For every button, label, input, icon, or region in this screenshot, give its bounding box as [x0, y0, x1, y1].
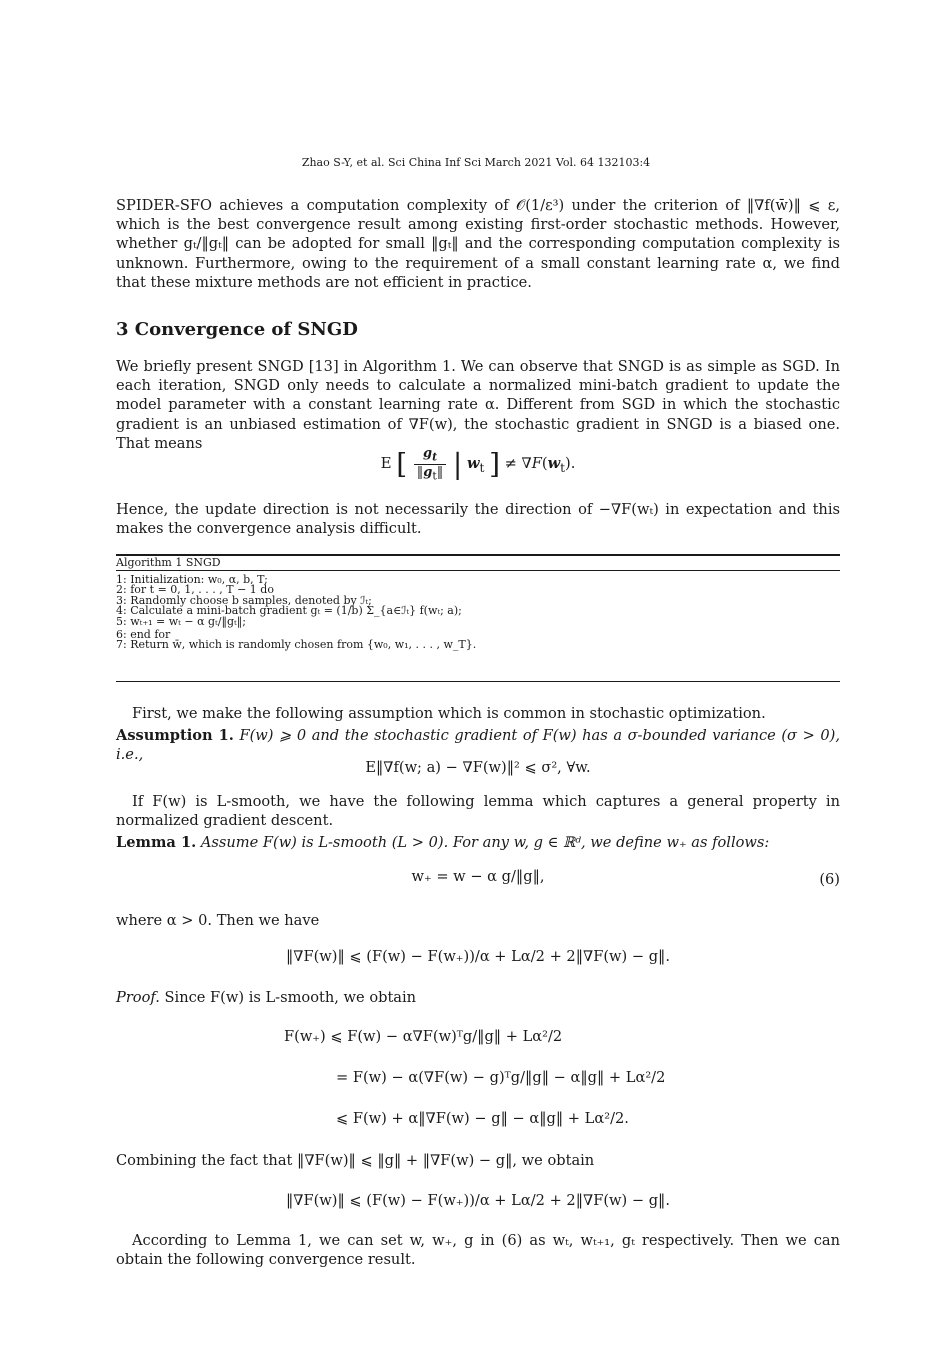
- equation-biased-gradient: E [ $\frac{g_t}{‖g_t‖}$ | $w_t$ ] ≠ $\nabla F(w_t)$.: [380, 446, 576, 483]
- lemma-1: [116, 833, 840, 852]
- algorithm-bottom-rule: [116, 681, 840, 682]
- lemma-label: Lemma 1.: [116, 834, 197, 851]
- then-paragraph: where α > 0. Then we have: [116, 912, 320, 929]
- algorithm-mid-rule: [116, 570, 840, 571]
- direction-paragraph: Hence, the update direction is not necessarily the direction of −∇F(wₜ) in expectation and this makes the convergence analysis difficult.: [116, 501, 840, 538]
- running-header: Zhao S-Y, et al. Sci China Inf Sci March 2021 Vol. 64 132103:4: [301, 156, 651, 169]
- algorithm-top-rule: [116, 554, 840, 556]
- algorithm-line: 7: Return w̄, which is randomly chosen from {w₀, w₁, . . . , w_T}.: [116, 638, 477, 652]
- conclusion-paragraph: According to Lemma 1, we can set w, w₊, g in (6) as wₜ, wₜ₊₁, gₜ respectively. Then we can obtain the following convergence result.: [116, 1232, 840, 1269]
- equation-proof-line: = F(w) − α(∇F(w) − g)ᵀg/‖g‖ − α‖g‖ + Lα²/2: [336, 1069, 666, 1086]
- equation-proof-line: ⩽ F(w) + α‖∇F(w) − g‖ − α‖g‖ + Lα²/2.: [336, 1110, 629, 1127]
- equation-variance: E‖∇f(w; a) − ∇F(w)‖² ⩽ σ², ∀w.: [365, 759, 591, 776]
- proof-paragraph: [116, 988, 840, 1007]
- assumption-text: F(w) ⩾ 0 and the stochastic gradient of F(w) has a σ-bounded variance (σ > 0), i.e.,: [116, 727, 840, 764]
- lemma-text: Assume F(w) is L-smooth (L > 0). For any w, g ∈ ℝᵈ, we define w₊ as follows:: [200, 834, 770, 851]
- algorithm-line: 2: for t = 0, 1, . . . , T − 1 do: [116, 583, 274, 597]
- equation-lemma-bound: ‖∇F(w)‖ ⩽ (F(w) − F(w₊))/α + Lα/2 + 2‖∇F(w) − g‖.: [286, 948, 670, 965]
- combining-paragraph: Combining the fact that ‖∇F(w)‖ ⩽ ‖g‖ + ‖∇F(w) − g‖, we obtain: [116, 1152, 595, 1169]
- section-title: 3 Convergence of SNGD: [116, 319, 358, 340]
- algorithm-body: [116, 575, 840, 650]
- equation-final-bound: ‖∇F(w)‖ ⩽ (F(w) − F(w₊))/α + Lα/2 + 2‖∇F(w) − g‖.: [286, 1192, 670, 1209]
- algorithm-line: 6: end for: [116, 627, 171, 641]
- algorithm-line: 3: Randomly choose b samples, denoted by ℐₜ;: [116, 593, 372, 607]
- algorithm-line: 5: wₜ₊₁ = wₜ − α gₜ/‖gₜ‖;: [116, 614, 246, 628]
- lemma-intro: If F(w) is L-smooth, we have the following lemma which captures a general property in normalized gradient descent.: [116, 793, 840, 830]
- equation-number: (6): [819, 871, 840, 888]
- equation-update: w₊ = w − α g/‖g‖,: [411, 868, 545, 885]
- assumption-intro: First, we make the following assumption which is common in stochastic optimization.: [132, 705, 766, 722]
- equation-proof-line: F(w₊) ⩽ F(w) − α∇F(w)ᵀg/‖g‖ + Lα²/2: [284, 1028, 563, 1045]
- algorithm-line: 1: Initialization: w₀, α, b, T;: [116, 573, 268, 586]
- algorithm-title: Algorithm 1 SNGD: [116, 556, 221, 569]
- algorithm-line: 4: Calculate a mini-batch gradient gₜ = (1/b) Σ_{a∈ℐₜ} f(wₜ; a);: [116, 604, 462, 618]
- proof-text: Since F(w) is L-smooth, we obtain: [164, 989, 417, 1006]
- sngd-paragraph: We briefly present SNGD [13] in Algorithm 1. We can observe that SNGD is as simple as SGD. In each iteration, SNGD only needs to calculate a normalized mini-batch gradient to update the model parameter with a constant learning rate α. Different from SGD in which the stochastic gradient is an unbiased estimation of ∇F(w), the stochastic gradient in SNGD is a biased one. That means: [116, 358, 840, 452]
- intro-paragraph: SPIDER-SFO achieves a computation complexity of 𝒪(1/ε³) under the criterion of ‖∇f(w̄)‖ ⩽ ε, which is the best convergence result among existing first-order stochastic methods. However, whether gₜ/‖gₜ‖ can be adopted for small ‖gₜ‖ and the corresponding computation complexity is unknown. Furthermore, owing to the requirement of a small constant learning rate α, we find that these mixture methods are not efficient in practice.: [116, 197, 840, 291]
- proof-label: Proof.: [116, 989, 160, 1006]
- assumption-label: Assumption 1.: [116, 727, 234, 744]
